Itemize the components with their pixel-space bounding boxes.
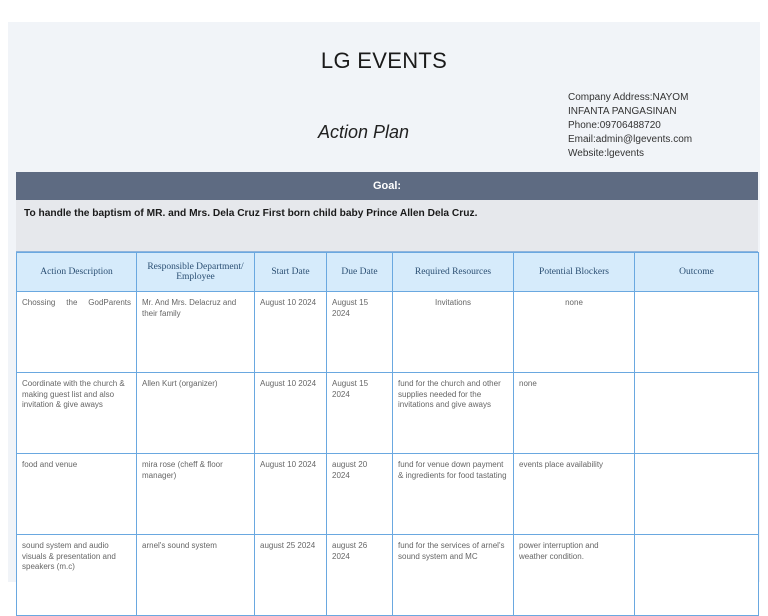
cell-responsible: mira rose (cheff & floor manager) bbox=[137, 454, 255, 535]
cell-due-date: august 20 2024 bbox=[327, 454, 393, 535]
table-header-row bbox=[17, 253, 759, 292]
header-required-resources: Required Resources bbox=[393, 253, 514, 292]
document-subtitle: Action Plan bbox=[318, 122, 410, 142]
cell-resources: Invitations bbox=[393, 292, 514, 373]
table-row bbox=[17, 373, 759, 454]
cell-start-date: August 10 2024 bbox=[255, 454, 327, 535]
company-address-line2: INFANTA PANGASINAN bbox=[568, 106, 677, 117]
cell-action: food and venue bbox=[17, 454, 137, 535]
header-outcome: Outcome bbox=[635, 253, 759, 292]
cell-blockers: none bbox=[514, 292, 635, 373]
table-row bbox=[17, 535, 759, 616]
goal-text: To handle the baptism of MR. and Mrs. Dela Cruz First born child baby Prince Allen Dela Cruz. bbox=[16, 200, 758, 252]
cell-action: sound system and audio visuals & presentation and speakers (m.c) bbox=[17, 535, 137, 616]
cell-outcome bbox=[635, 454, 759, 535]
cell-resources: fund for the church and other supplies needed for the invitations and give aways bbox=[393, 373, 514, 454]
cell-start-date: August 10 2024 bbox=[255, 373, 327, 454]
cell-blockers: none bbox=[514, 373, 635, 454]
cell-blockers: power interruption and weather condition. bbox=[514, 535, 635, 616]
cell-start-date: august 25 2024 bbox=[255, 535, 327, 616]
table-row bbox=[17, 292, 759, 373]
cell-responsible: Allen Kurt (organizer) bbox=[137, 373, 255, 454]
cell-action: Coordinate with the church & making guest list and also invitation & give aways bbox=[17, 373, 137, 454]
table-row bbox=[17, 454, 759, 535]
goal-label: Goal: bbox=[16, 172, 758, 200]
action-plan-document bbox=[8, 22, 760, 582]
cell-outcome bbox=[635, 292, 759, 373]
cell-responsible: Mr. And Mrs. Delacruz and their family bbox=[137, 292, 255, 373]
action-plan-table bbox=[16, 252, 759, 616]
company-name-title: LG EVENTS bbox=[320, 48, 448, 73]
company-email: Email:admin@lgevents.com bbox=[568, 134, 693, 145]
header-potential-blockers: Potential Blockers bbox=[514, 253, 635, 292]
company-address: Company Address:NAYOM bbox=[568, 92, 689, 103]
cell-responsible: arnel's sound system bbox=[137, 535, 255, 616]
cell-due-date: august 26 2024 bbox=[327, 535, 393, 616]
company-phone: Phone:09706488720 bbox=[568, 120, 661, 131]
header-due-date: Due Date bbox=[327, 253, 393, 292]
company-website: Website:lgevents bbox=[568, 148, 644, 159]
cell-outcome bbox=[635, 535, 759, 616]
header-action-description: Action Description bbox=[17, 253, 137, 292]
cell-blockers: events place availability bbox=[514, 454, 635, 535]
cell-resources: fund for the services of arnel's sound system and MC bbox=[393, 535, 514, 616]
cell-start-date: August 10 2024 bbox=[255, 292, 327, 373]
header-start-date: Start Date bbox=[255, 253, 327, 292]
cell-resources: fund for venue down payment & ingredients for food tastating bbox=[393, 454, 514, 535]
cell-outcome bbox=[635, 373, 759, 454]
header-responsible: Responsible Department/ Employee bbox=[137, 253, 255, 292]
cell-due-date: August 15 2024 bbox=[327, 292, 393, 373]
cell-action: Chossing the GodParents bbox=[17, 292, 137, 373]
company-info bbox=[568, 91, 692, 161]
cell-due-date: August 15 2024 bbox=[327, 373, 393, 454]
